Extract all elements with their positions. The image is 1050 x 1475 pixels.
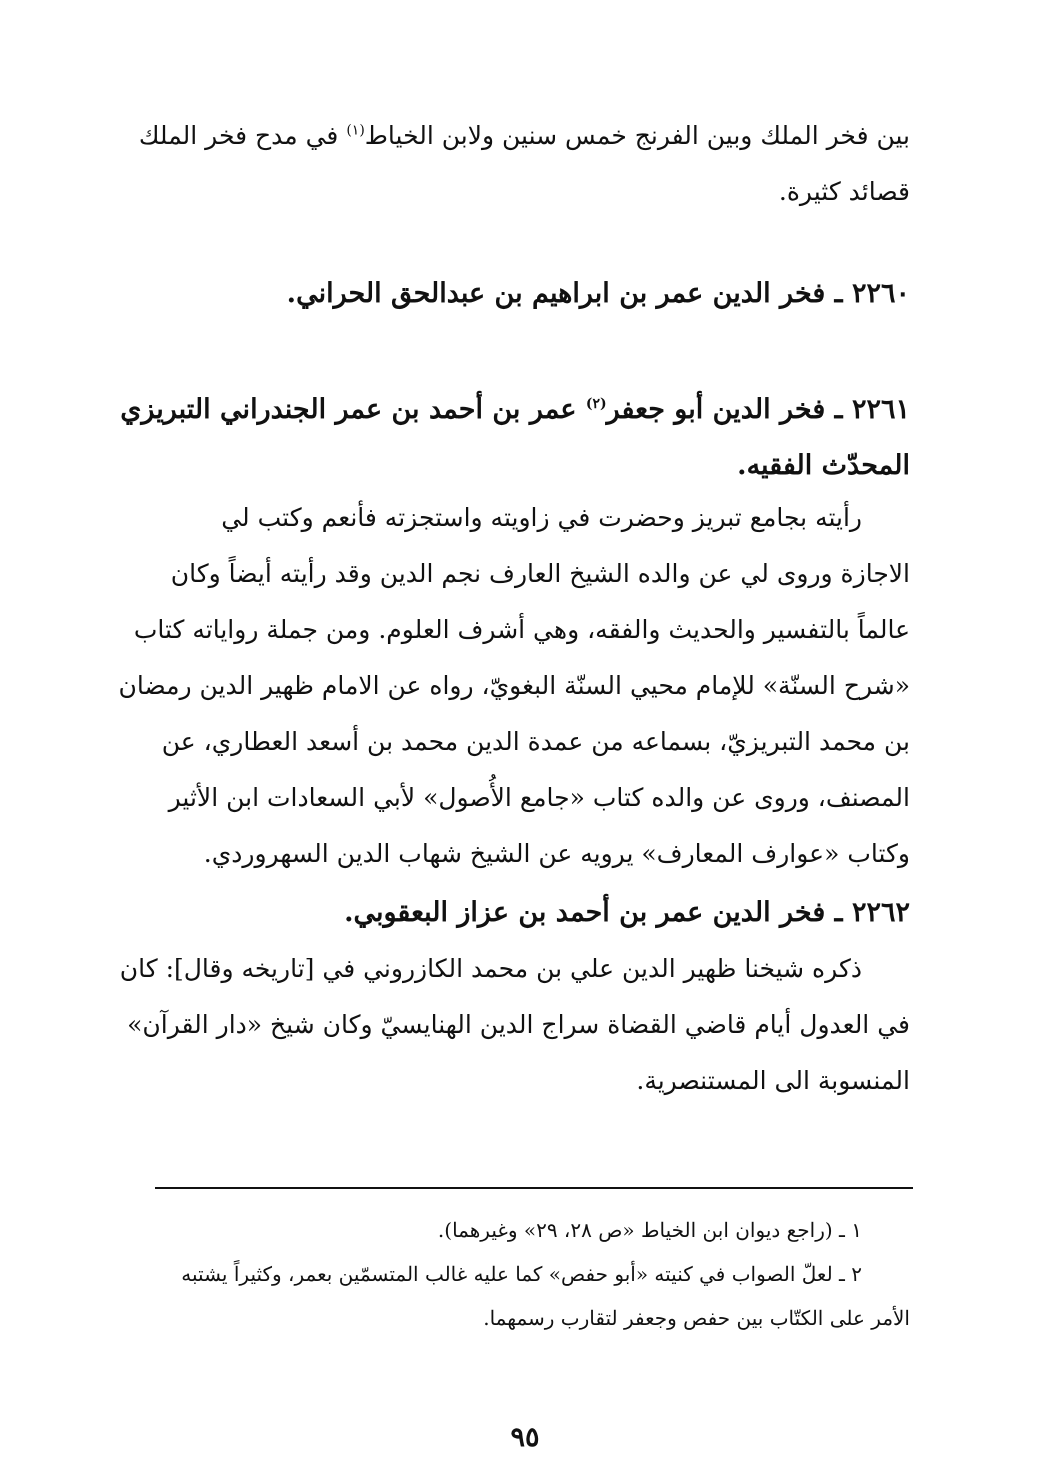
footnote-2-continued: الأمر على الكتّاب بين حفص وجعفر لتقارب رسمهما. bbox=[483, 1306, 910, 1330]
entry-body-2262 bbox=[119, 941, 910, 1109]
footnote-ref[interactable]: (٢) bbox=[585, 396, 607, 412]
text-line: بين فخر الملك وبين الفرنج خمس سنين ولابن الخياط$^{(١)}$ في مدح فخر الملك bbox=[138, 121, 910, 150]
page-number: ٩٥ bbox=[510, 1422, 540, 1453]
footnote-divider bbox=[155, 1187, 913, 1189]
text-line: الاجازة وروى لي عن والده الشيخ العارف نجم الدين وقد رأيته أيضاً وكان bbox=[170, 559, 910, 588]
text-line: المنسوبة الى المستنصرية. bbox=[636, 1066, 910, 1095]
text-line: «شرح السنّة» للإمام محيي السنّة البغويّ، رواه عن الامام ظهير الدين رمضان bbox=[118, 671, 910, 700]
continuation-paragraph bbox=[140, 108, 910, 220]
entry-title: ٢٢٦٢ ـ فخر الدين عمر بن أحمد بن عزاز البعقوبي. bbox=[344, 897, 910, 928]
text-line: وكتاب «عوارف المعارف» يرويه عن الشيخ شهاب الدين السهروردي. bbox=[203, 839, 910, 868]
footnote-1: ١ ـ (راجع ديوان ابن الخياط «ص ٢٨، ٢٩» وغيرهما). bbox=[437, 1218, 862, 1242]
text-line: المصنف، وروى عن والده كتاب «جامع الأُصول» لأبي السعادات ابن الأثير bbox=[168, 783, 910, 812]
text-line: عالماً بالتفسير والحديث والفقه، وهي أشرف العلوم. ومن جملة رواياته كتاب bbox=[133, 615, 910, 644]
footnotes bbox=[140, 1208, 910, 1340]
footnote-ref[interactable]: (١) bbox=[346, 122, 365, 139]
text-line: قصائد كثيرة. bbox=[778, 177, 910, 206]
text-line: في العدول أيام قاضي القضاة سراج الدين الهنايسيّ وكان شيخ «دار القرآن» bbox=[127, 1010, 910, 1039]
entry-heading-2261 bbox=[120, 382, 910, 494]
entry-body-2261 bbox=[118, 490, 910, 882]
entry-title: ٢٢٦١ ـ فخر الدين أبو جعفر$^{(٢)}$ عمر بن أحمد بن عمر الجندراني التبريزي bbox=[120, 394, 910, 425]
text-line: ذكره شيخنا ظهير الدين علي بن محمد الكازروني في [تاريخه وقال]: كان bbox=[119, 954, 862, 983]
entry-heading-2262 bbox=[140, 885, 910, 941]
entry-title-continued: المحدّث الفقيه. bbox=[737, 450, 910, 481]
entry-title: ٢٢٦٠ ـ فخر الدين عمر بن ابراهيم بن عبدالحق الحراني. bbox=[286, 278, 910, 309]
text-line: بن محمد التبريزيّ، بسماعه من عمدة الدين محمد بن أسعد العطاري، عن bbox=[161, 727, 910, 756]
entry-heading-2260 bbox=[140, 266, 910, 322]
text-line: رأيته بجامع تبريز وحضرت في زاويته واستجزته فأنعم وكتب لي bbox=[221, 503, 862, 532]
footnote-2: ٢ ـ لعلّ الصواب في كنيته «أبو حفص» كما عليه غالب المتسمّين بعمر، وكثيراً يشتبه bbox=[181, 1262, 862, 1286]
